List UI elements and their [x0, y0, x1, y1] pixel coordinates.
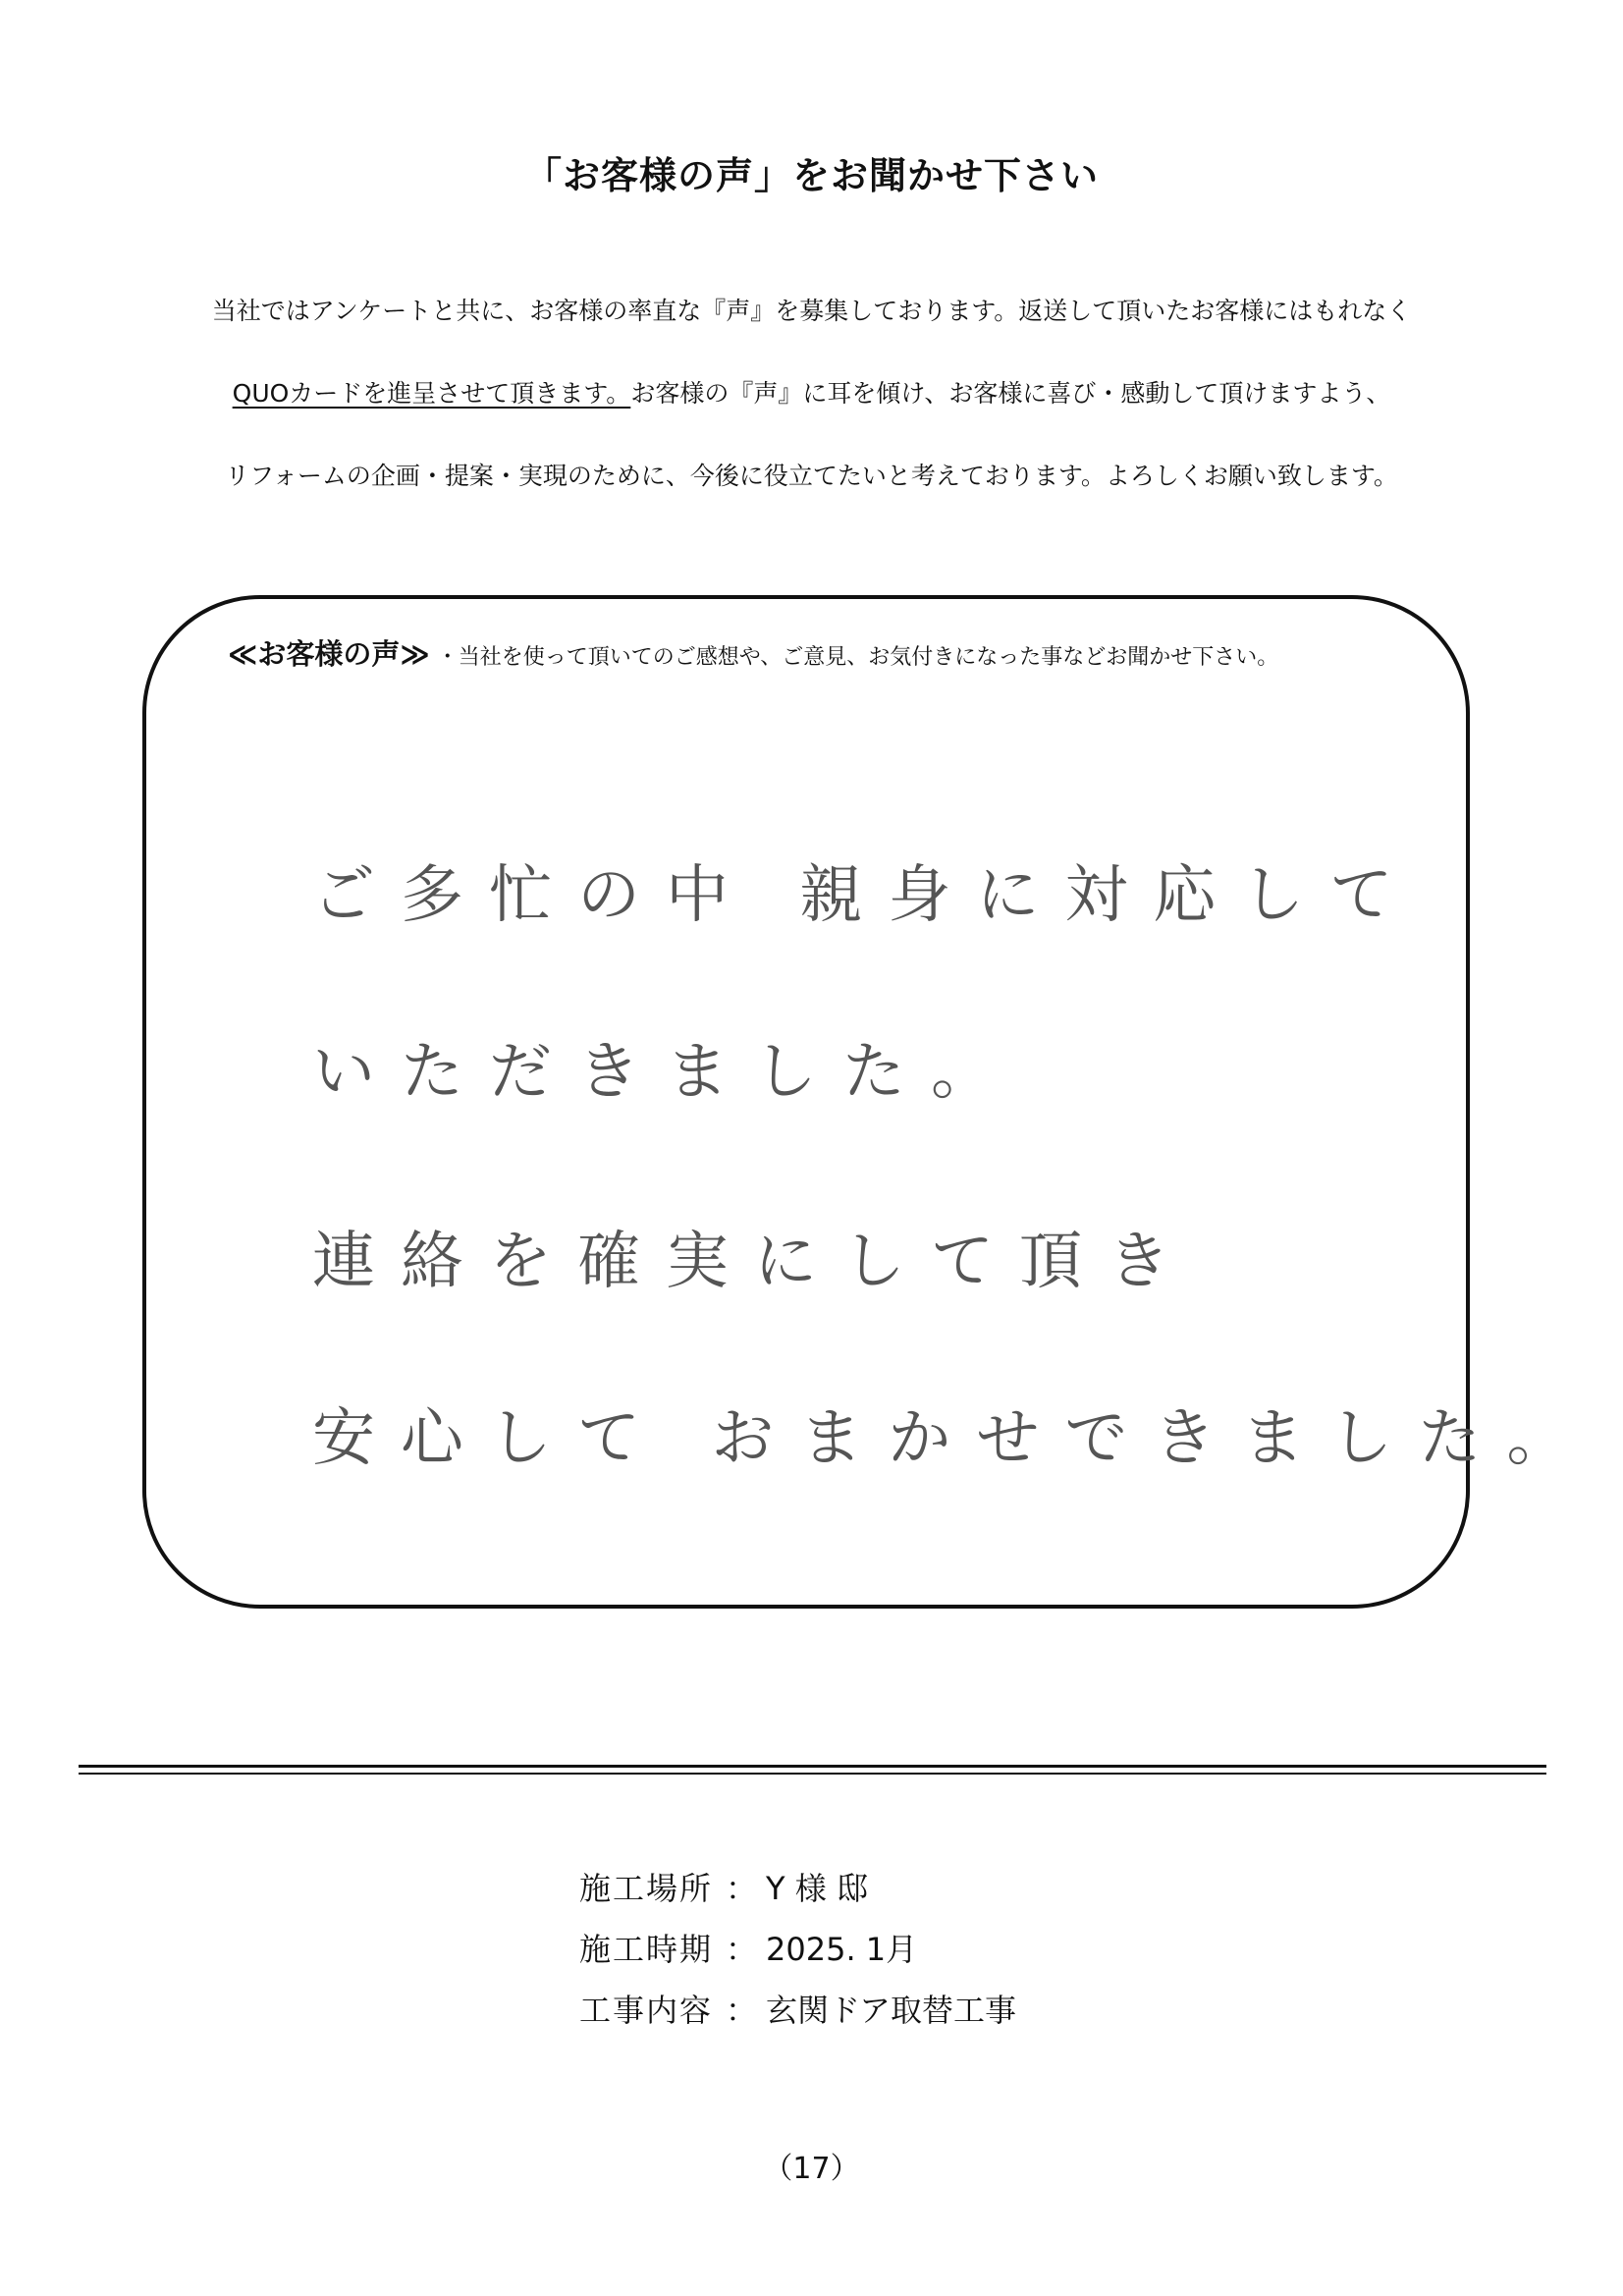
voice-prompt: ・当社を使って頂いてのご感想や、ご意見、お気付きになった事などお聞かせ下さい。	[436, 645, 1279, 670]
divider-line	[79, 1765, 1546, 1768]
intro-line-3: リフォームの企画・提案・実現のために、今後に役立てたいと考えております。よろしくお願い致します。	[225, 462, 1398, 490]
handwritten-line-1: ご多忙の中 親身に対応して	[312, 859, 1419, 932]
handwritten-line-2: いただきました。	[312, 1036, 1019, 1109]
period-label: 施工時期	[579, 1931, 714, 1968]
intro-line-2-rest: お客様の『声』に耳を傾け、お客様に喜び・感動して頂けますよう、	[630, 379, 1391, 408]
intro-line-1: 当社ではアンケートと共に、お客様の率直な『声』を募集しております。返送して頂いたお客様にはもれなく	[211, 297, 1412, 325]
location-separator: ：	[725, 1870, 757, 1907]
work-value: 玄関ドア取替工事	[766, 1992, 1017, 2029]
handwritten-line-3: 連絡を確実にして頂き	[312, 1226, 1196, 1298]
page-number: （17）	[763, 2152, 860, 2186]
info-row-work	[579, 1986, 1016, 2031]
location-label: 施工場所	[579, 1870, 714, 1907]
intro-line-2	[0, 374, 1623, 410]
page-title: 「お客様の声」をお聞かせ下さい	[523, 154, 1099, 197]
voice-header	[228, 632, 1278, 673]
handwritten-line-4: 安心して おまかせできました。	[312, 1402, 1596, 1475]
info-row-period	[579, 1925, 917, 1970]
intro-underlined-text: QUOカードを進呈させて頂きます。	[232, 379, 631, 408]
voice-label: ≪お客様の声≫	[228, 637, 430, 671]
work-separator: ：	[725, 1992, 757, 2029]
info-row-location	[579, 1864, 868, 1909]
location-value: Y 様 邸	[766, 1870, 868, 1907]
divider-line-second	[79, 1773, 1546, 1775]
period-separator: ：	[725, 1931, 757, 1968]
work-label: 工事内容	[579, 1992, 714, 2029]
period-value: 2025. 1月	[766, 1931, 918, 1968]
